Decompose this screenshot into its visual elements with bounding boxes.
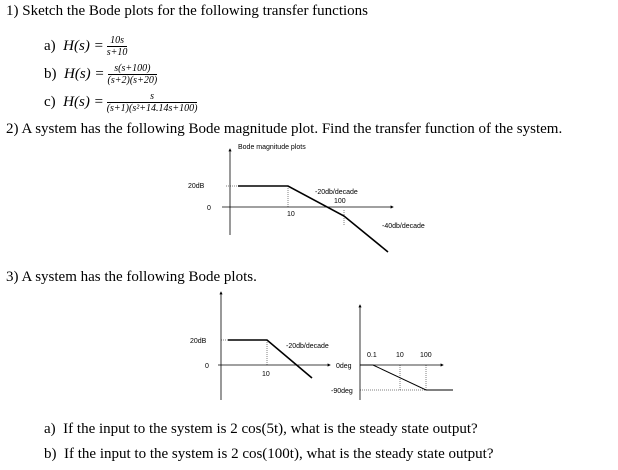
question-text: Sketch the Bode plots for the following transfer functions: [22, 3, 369, 19]
part-text: If the input to the system is 2 cos(100t), what is the steady state output?: [64, 446, 494, 462]
y-tick-label: 20dB: [188, 183, 205, 190]
y-tick-label: 0: [205, 363, 209, 370]
numerator: 10s: [107, 35, 128, 47]
y-tick-label: 20dB: [190, 338, 207, 345]
bode-magnitude-plot-q3: [190, 292, 330, 400]
x-tick-label: 10: [287, 211, 295, 218]
part-label: b): [44, 446, 57, 462]
part-label: a): [44, 37, 56, 54]
magnitude-curve: [238, 186, 388, 252]
x-tick-label: 10: [396, 352, 404, 359]
x-tick-label: 100: [420, 352, 432, 359]
part-label: a): [44, 421, 56, 437]
y-tick-label: 0deg: [336, 363, 352, 370]
slope-label: -20db/decade: [315, 189, 358, 196]
phase-curve: [360, 365, 453, 390]
question-text: A system has the following Bode plots.: [21, 269, 257, 285]
y-tick-label: -90deg: [331, 388, 353, 395]
numerator: s(s+100): [108, 63, 158, 75]
slope-label: -40db/decade: [382, 223, 425, 230]
slope-label: -20db/decade: [286, 343, 329, 350]
x-tick-label: 0.1: [367, 352, 377, 359]
part-text: If the input to the system is 2 cos(5t), what is the steady state output?: [63, 421, 478, 437]
equation-lhs: H(s) =: [64, 65, 105, 82]
x-tick-label: 10: [262, 371, 270, 378]
bode-phase-plot-q3: [331, 305, 453, 400]
x-tick-label: 100: [334, 198, 346, 205]
y-tick-label: 0: [207, 205, 211, 212]
part-label: b): [44, 65, 57, 82]
numerator: s: [107, 91, 198, 103]
part-label: c): [44, 93, 56, 110]
denominator: s+10: [106, 47, 128, 58]
equation-lhs: H(s) =: [63, 93, 104, 110]
denominator: (s+2)(s+20): [107, 75, 158, 86]
equation-lhs: H(s) =: [63, 37, 104, 54]
question-number: 2): [6, 121, 19, 137]
plot-title: Bode magnitude plots: [238, 144, 306, 151]
denominator: (s+1)(s²+14.14s+100): [106, 103, 198, 114]
bode-magnitude-plot-q2: [188, 144, 425, 252]
question-number: 3): [6, 269, 19, 285]
question-text: A system has the following Bode magnitude plot. Find the transfer function of the system.: [21, 121, 563, 137]
question-number: 1): [6, 3, 19, 19]
